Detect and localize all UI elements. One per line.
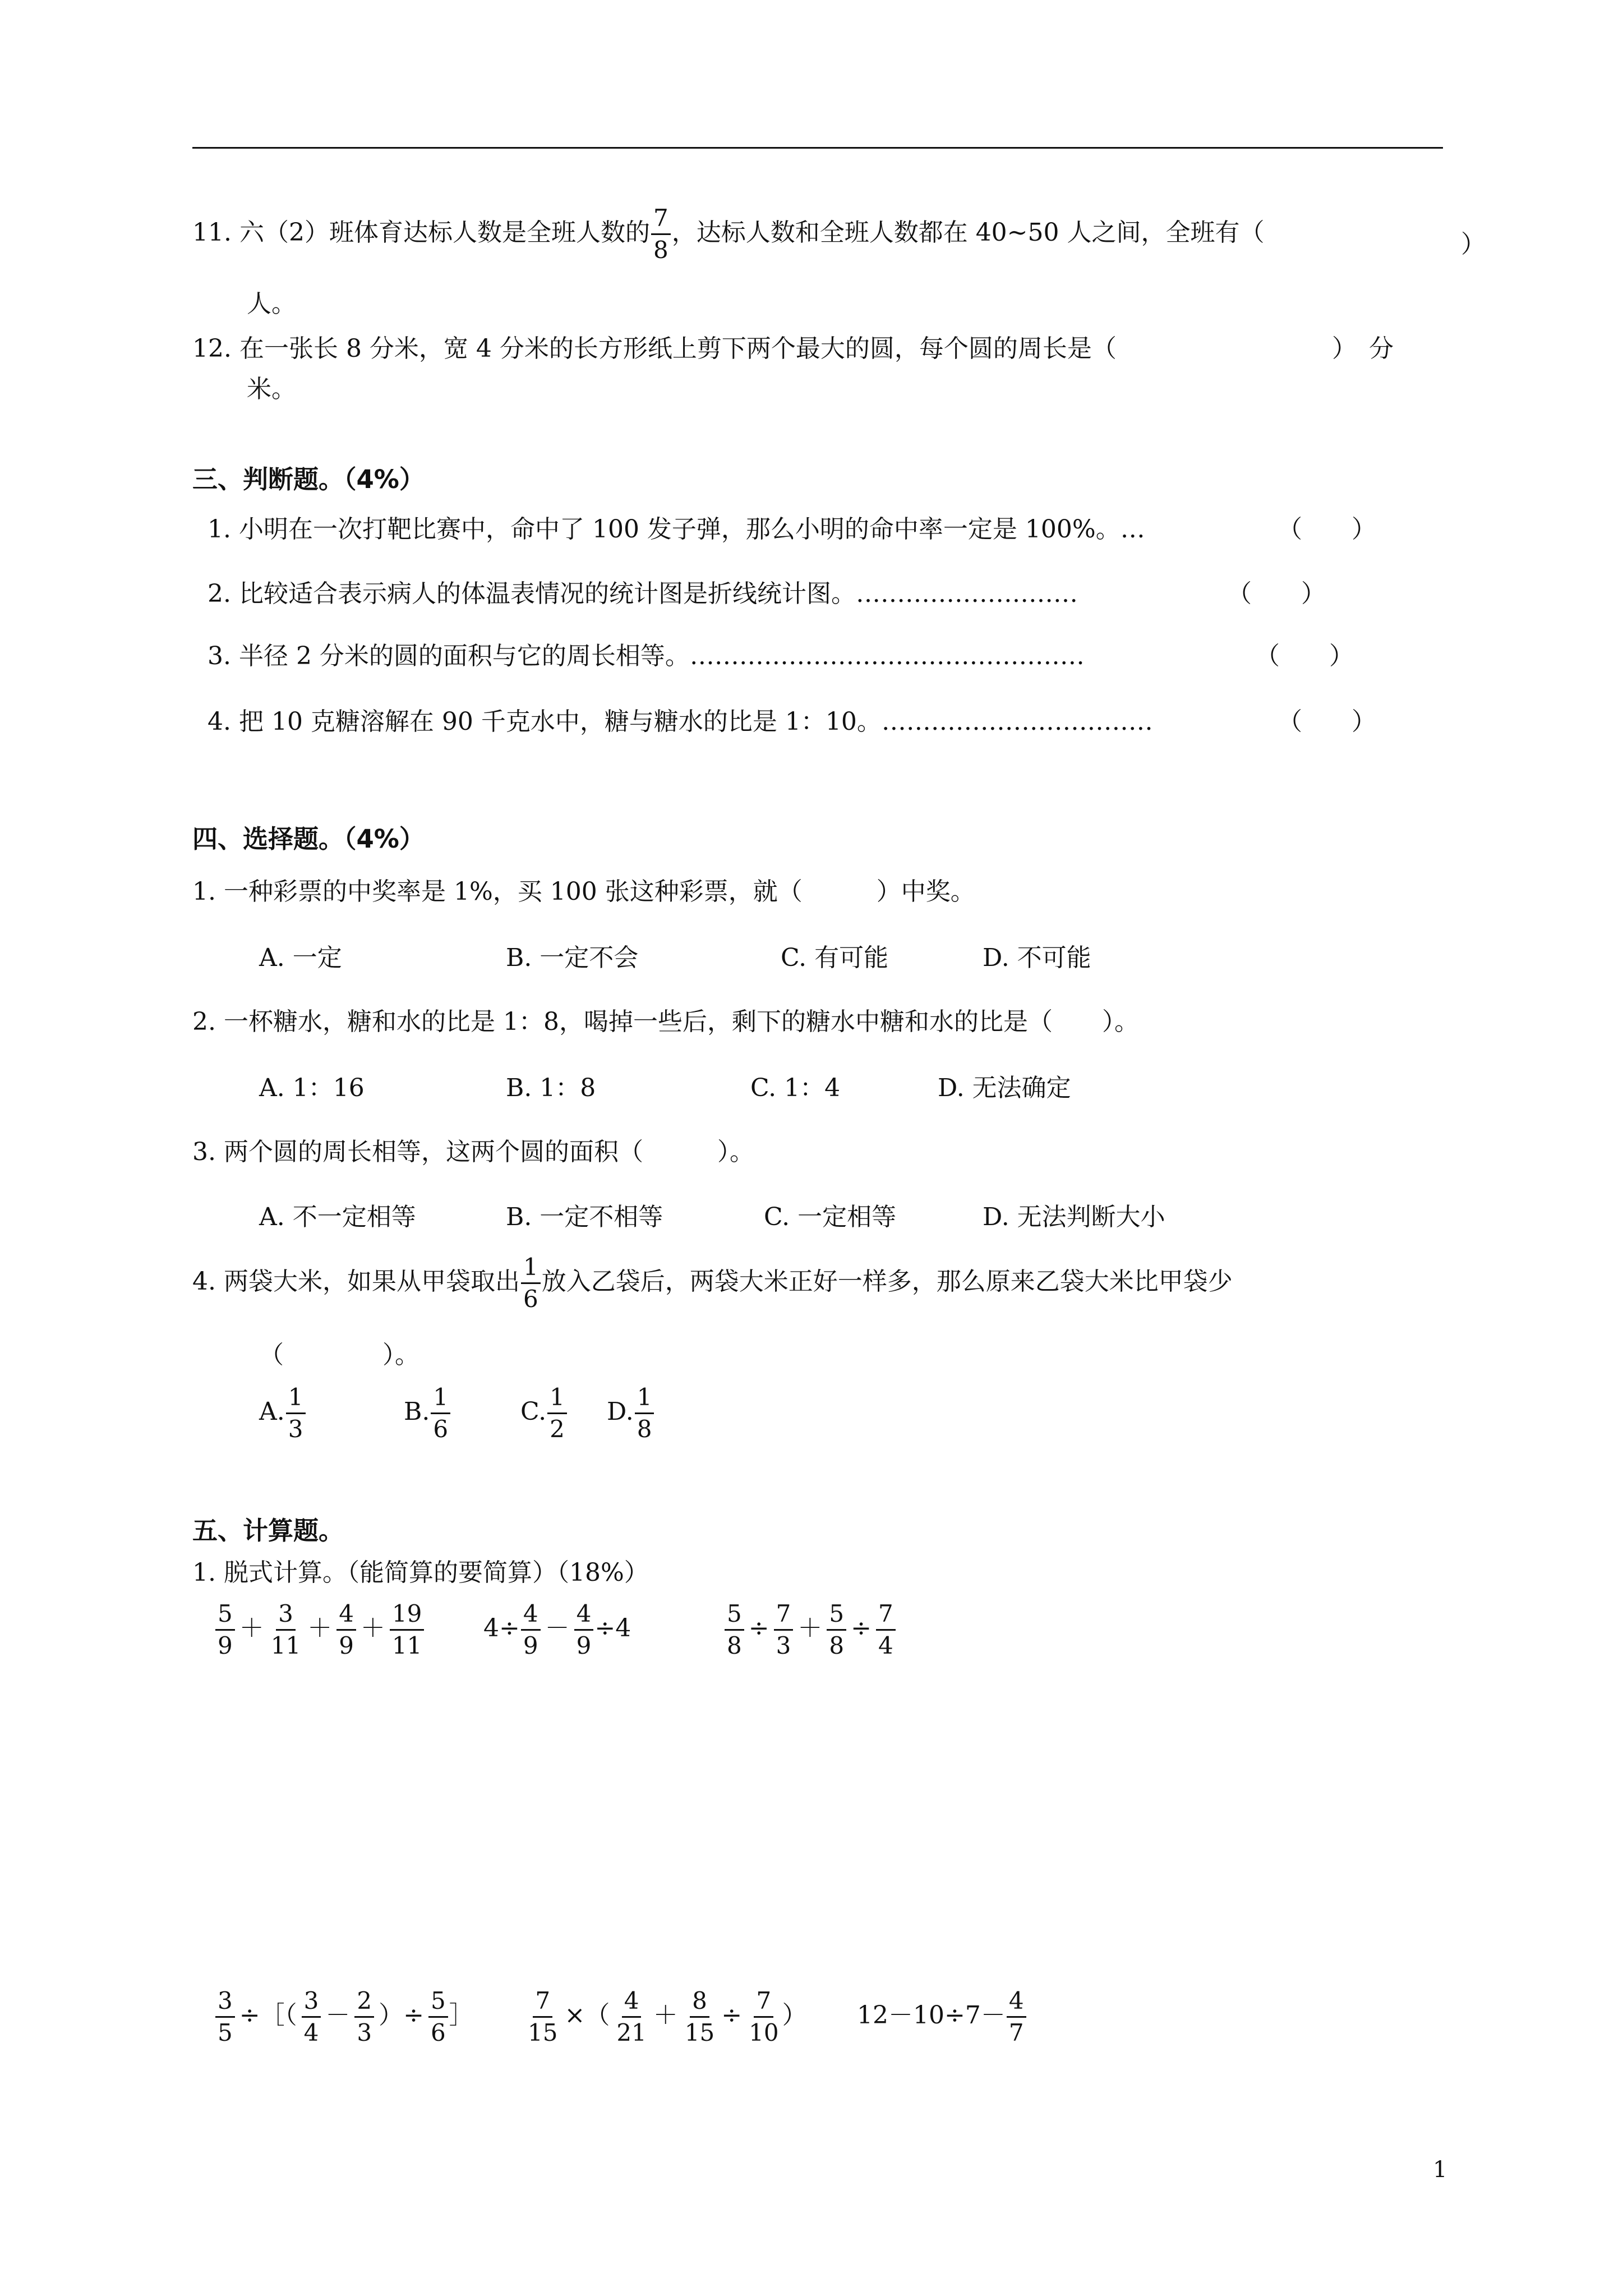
operator: ）÷ <box>379 2001 424 2030</box>
option-fraction <box>635 1383 654 1443</box>
operator: ＋ <box>797 1614 823 1642</box>
fraction <box>574 1602 594 1658</box>
fraction-numerator: 3 <box>302 1989 321 2018</box>
fraction <box>390 1602 424 1658</box>
calc-expression-1 <box>214 1602 425 1658</box>
fraction <box>525 1989 560 2045</box>
fraction-denominator: 9 <box>339 1632 354 1659</box>
operator: ＋ <box>653 2001 678 2030</box>
fraction <box>614 1989 648 2045</box>
fraction <box>269 1602 303 1658</box>
fraction-denominator: 4 <box>303 2019 319 2046</box>
q11-text-pre: 11. 六（2）班体育达标人数是全班人数的 <box>192 218 650 247</box>
fraction-numerator: 1 <box>431 1386 450 1414</box>
option-fraction <box>286 1383 306 1443</box>
fraction-numerator: 4 <box>521 1602 541 1631</box>
fraction-denominator: 8 <box>637 1415 652 1443</box>
choice-q1-option-c: C. 有可能 <box>781 944 889 972</box>
section-5-subtitle: 1. 脱式计算。（能简算的要简算）（18%） <box>192 1558 649 1587</box>
fraction-denominator: 5 <box>218 2019 233 2046</box>
q11-fraction <box>651 206 671 262</box>
choice-q1-stem: 1. 一种彩票的中奖率是 1%，买 100 张这种彩票，就（ ）中奖。 <box>192 877 975 906</box>
choice-q4-text-pre: 4. 两袋大米，如果从甲袋取出 <box>192 1267 520 1296</box>
fraction-numerator: 1 <box>521 1255 541 1284</box>
fraction <box>428 1989 448 2045</box>
choice-q3-option-c: C. 一定相等 <box>764 1203 897 1231</box>
calc-expression-5 <box>524 1989 807 2045</box>
operator: ÷ <box>851 1614 872 1642</box>
fraction-denominator: 6 <box>523 1285 538 1313</box>
fraction-denominator: 2 <box>550 1415 565 1443</box>
q11-blank-close: ） <box>1461 230 1486 259</box>
fraction <box>215 1602 235 1658</box>
fraction-numerator: 3 <box>276 1602 296 1631</box>
fraction-denominator: 11 <box>391 1632 422 1659</box>
fraction-numerator: 1 <box>547 1386 567 1414</box>
choice-q3-option-a: A. 不一定相等 <box>259 1203 416 1231</box>
fraction-denominator: 3 <box>357 2019 372 2046</box>
fraction-numerator: 1 <box>286 1386 306 1414</box>
fraction-denominator: 9 <box>576 1632 592 1659</box>
choice-q3-option-d: D. 无法判断大小 <box>983 1203 1165 1231</box>
fraction-numerator: 4 <box>574 1602 594 1631</box>
fraction-numerator: 4 <box>622 1989 642 2018</box>
operator: ×（ <box>564 2001 610 2030</box>
choice-q4-fraction <box>521 1255 541 1311</box>
choice-q4-option-d <box>607 1383 655 1443</box>
judge-item-1: 1. 小明在一次打靶比赛中，命中了 100 发子弹，那么小明的命中率一定是 100%。… <box>208 515 1145 544</box>
fraction-denominator: 6 <box>430 2019 446 2046</box>
fraction <box>746 1989 781 2045</box>
fraction-denominator: 21 <box>616 2019 647 2046</box>
fraction-numerator: 7 <box>754 1989 773 2018</box>
fraction-numerator: 4 <box>1007 1989 1026 2018</box>
fraction-denominator: 3 <box>288 1415 303 1443</box>
fraction <box>876 1602 896 1658</box>
calc-expression-3 <box>723 1602 897 1658</box>
choice-q3-stem: 3. 两个圆的周长相等，这两个圆的面积（ ）。 <box>192 1138 754 1166</box>
fraction-numerator: 5 <box>725 1602 744 1631</box>
calc-expression-2 <box>483 1602 631 1658</box>
operator: ÷ <box>748 1614 769 1642</box>
fraction-numerator: 7 <box>774 1602 794 1631</box>
choice-q3-option-b: B. 一定不相等 <box>506 1203 663 1231</box>
choice-q2-option-b: B. 1：8 <box>506 1074 596 1102</box>
fraction-denominator: 15 <box>528 2019 558 2046</box>
expression-suffix: ÷4 <box>594 1614 631 1642</box>
header-rule <box>192 147 1443 149</box>
option-label: B. <box>404 1397 430 1426</box>
fraction <box>336 1602 356 1658</box>
calc-expression-6 <box>857 1989 1027 2045</box>
fraction <box>302 1989 321 2045</box>
fraction <box>725 1602 744 1658</box>
option-label: A. <box>259 1397 285 1426</box>
expression-suffix: ） <box>782 2001 807 2030</box>
calc-expression-4 <box>214 1989 474 2045</box>
fraction-numerator: 5 <box>827 1602 846 1631</box>
fraction-denominator: 9 <box>523 1632 538 1659</box>
q12-blank-close: ） 分 <box>1332 334 1394 363</box>
section-4-title: 四、选择题。（4%） <box>192 824 425 854</box>
choice-q4-line2: （ ）。 <box>259 1341 419 1369</box>
option-label: C. <box>520 1397 547 1426</box>
fraction-denominator: 10 <box>749 2019 779 2046</box>
choice-q2-option-c: C. 1：4 <box>750 1074 841 1102</box>
fraction-numerator: 5 <box>428 1989 448 2018</box>
fraction <box>354 1989 374 2045</box>
operator: － <box>545 1614 570 1642</box>
fraction-numerator: 7 <box>533 1989 552 2018</box>
fraction <box>827 1602 846 1658</box>
fraction-denominator: 6 <box>433 1415 449 1443</box>
choice-q1-option-a: A. 一定 <box>259 944 342 972</box>
fraction-numerator: 2 <box>354 1989 374 2018</box>
choice-q2-option-a: A. 1：16 <box>259 1074 365 1102</box>
choice-q4-option-a <box>259 1383 307 1443</box>
operator: ＋ <box>307 1614 333 1642</box>
fraction <box>521 1602 541 1658</box>
operator: ＋ <box>360 1614 385 1642</box>
fraction-numerator: 7 <box>876 1602 896 1631</box>
choice-q4-text-post: 放入乙袋后，两袋大米正好一样多，那么原来乙袋大米比甲袋少 <box>541 1267 1233 1296</box>
question-12: 12. 在一张长 8 分米，宽 4 分米的长方形纸上剪下两个最大的圆，每个圆的周长是（ <box>192 334 1117 363</box>
fraction-denominator: 8 <box>653 236 668 264</box>
fraction <box>215 1989 235 2045</box>
q11-text-post: ，达标人数和全班人数都在 40~50 人之间，全班有（ <box>671 218 1265 247</box>
fraction-denominator: 3 <box>776 1632 791 1659</box>
fraction-denominator: 11 <box>270 1632 301 1659</box>
fraction-numerator: 4 <box>336 1602 356 1631</box>
judge-item-2: 2. 比较适合表示病人的体温表情况的统计图是折线统计图。……………………… <box>208 579 1078 608</box>
fraction-denominator: 7 <box>1008 2019 1024 2046</box>
choice-q2-stem: 2. 一杯糖水，糖和水的比是 1：8，喝掉一些后，剩下的糖水中糖和水的比是（ ）。 <box>192 1007 1139 1036</box>
operator: ÷［（ <box>239 2001 297 2030</box>
choice-q1-option-b: B. 一定不会 <box>506 944 639 972</box>
choice-q2-option-d: D. 无法确定 <box>938 1074 1071 1102</box>
fraction <box>683 1989 717 2045</box>
fraction <box>774 1602 794 1658</box>
judge-item-1-answer: （ ） <box>1278 515 1376 544</box>
expression-prefix: 4÷ <box>483 1614 520 1642</box>
question-11 <box>192 206 1265 262</box>
option-fraction <box>431 1383 450 1443</box>
expression-prefix: 12－10÷7－ <box>857 2001 1006 2030</box>
operator: ＋ <box>239 1614 264 1642</box>
fraction-numerator: 19 <box>390 1602 424 1631</box>
fraction-denominator: 8 <box>829 1632 845 1659</box>
q12-line2: 米。 <box>247 375 296 403</box>
fraction-numerator: 3 <box>215 1989 235 2018</box>
page-number: 1 <box>1433 2157 1447 2183</box>
operator: － <box>325 2001 351 2030</box>
fraction-denominator: 4 <box>878 1632 893 1659</box>
fraction-denominator: 9 <box>218 1632 233 1659</box>
fraction-numerator: 5 <box>215 1602 235 1631</box>
choice-q1-option-d: D. 不可能 <box>983 944 1091 972</box>
choice-q4-option-b <box>404 1383 451 1443</box>
fraction-denominator: 8 <box>727 1632 742 1659</box>
fraction-numerator: 8 <box>690 1989 709 2018</box>
operator: ÷ <box>721 2001 743 2030</box>
choice-q4-stem <box>192 1255 1233 1311</box>
judge-item-4-answer: （ ） <box>1278 707 1376 736</box>
choice-q4-option-c <box>520 1383 568 1443</box>
q11-line2: 人。 <box>247 289 296 318</box>
section-3-title: 三、判断题。（4%） <box>192 464 425 494</box>
fraction-denominator: 15 <box>684 2019 715 2046</box>
judge-item-4: 4. 把 10 克糖溶解在 90 千克水中，糖与糖水的比是 1：10。…………………………… <box>208 707 1153 736</box>
option-label: D. <box>607 1397 634 1426</box>
judge-item-3: 3. 半径 2 分米的圆的面积与它的周长相等。………………………………………… <box>208 642 1085 670</box>
fraction <box>1007 1989 1026 2045</box>
option-fraction <box>547 1383 567 1443</box>
expression-suffix: ］ <box>449 2001 474 2030</box>
fraction-numerator: 7 <box>651 206 671 235</box>
judge-item-3-answer: （ ） <box>1255 642 1354 670</box>
section-5-title: 五、计算题。 <box>192 1516 344 1545</box>
judge-item-2-answer: （ ） <box>1227 579 1326 608</box>
fraction-numerator: 1 <box>635 1386 654 1414</box>
